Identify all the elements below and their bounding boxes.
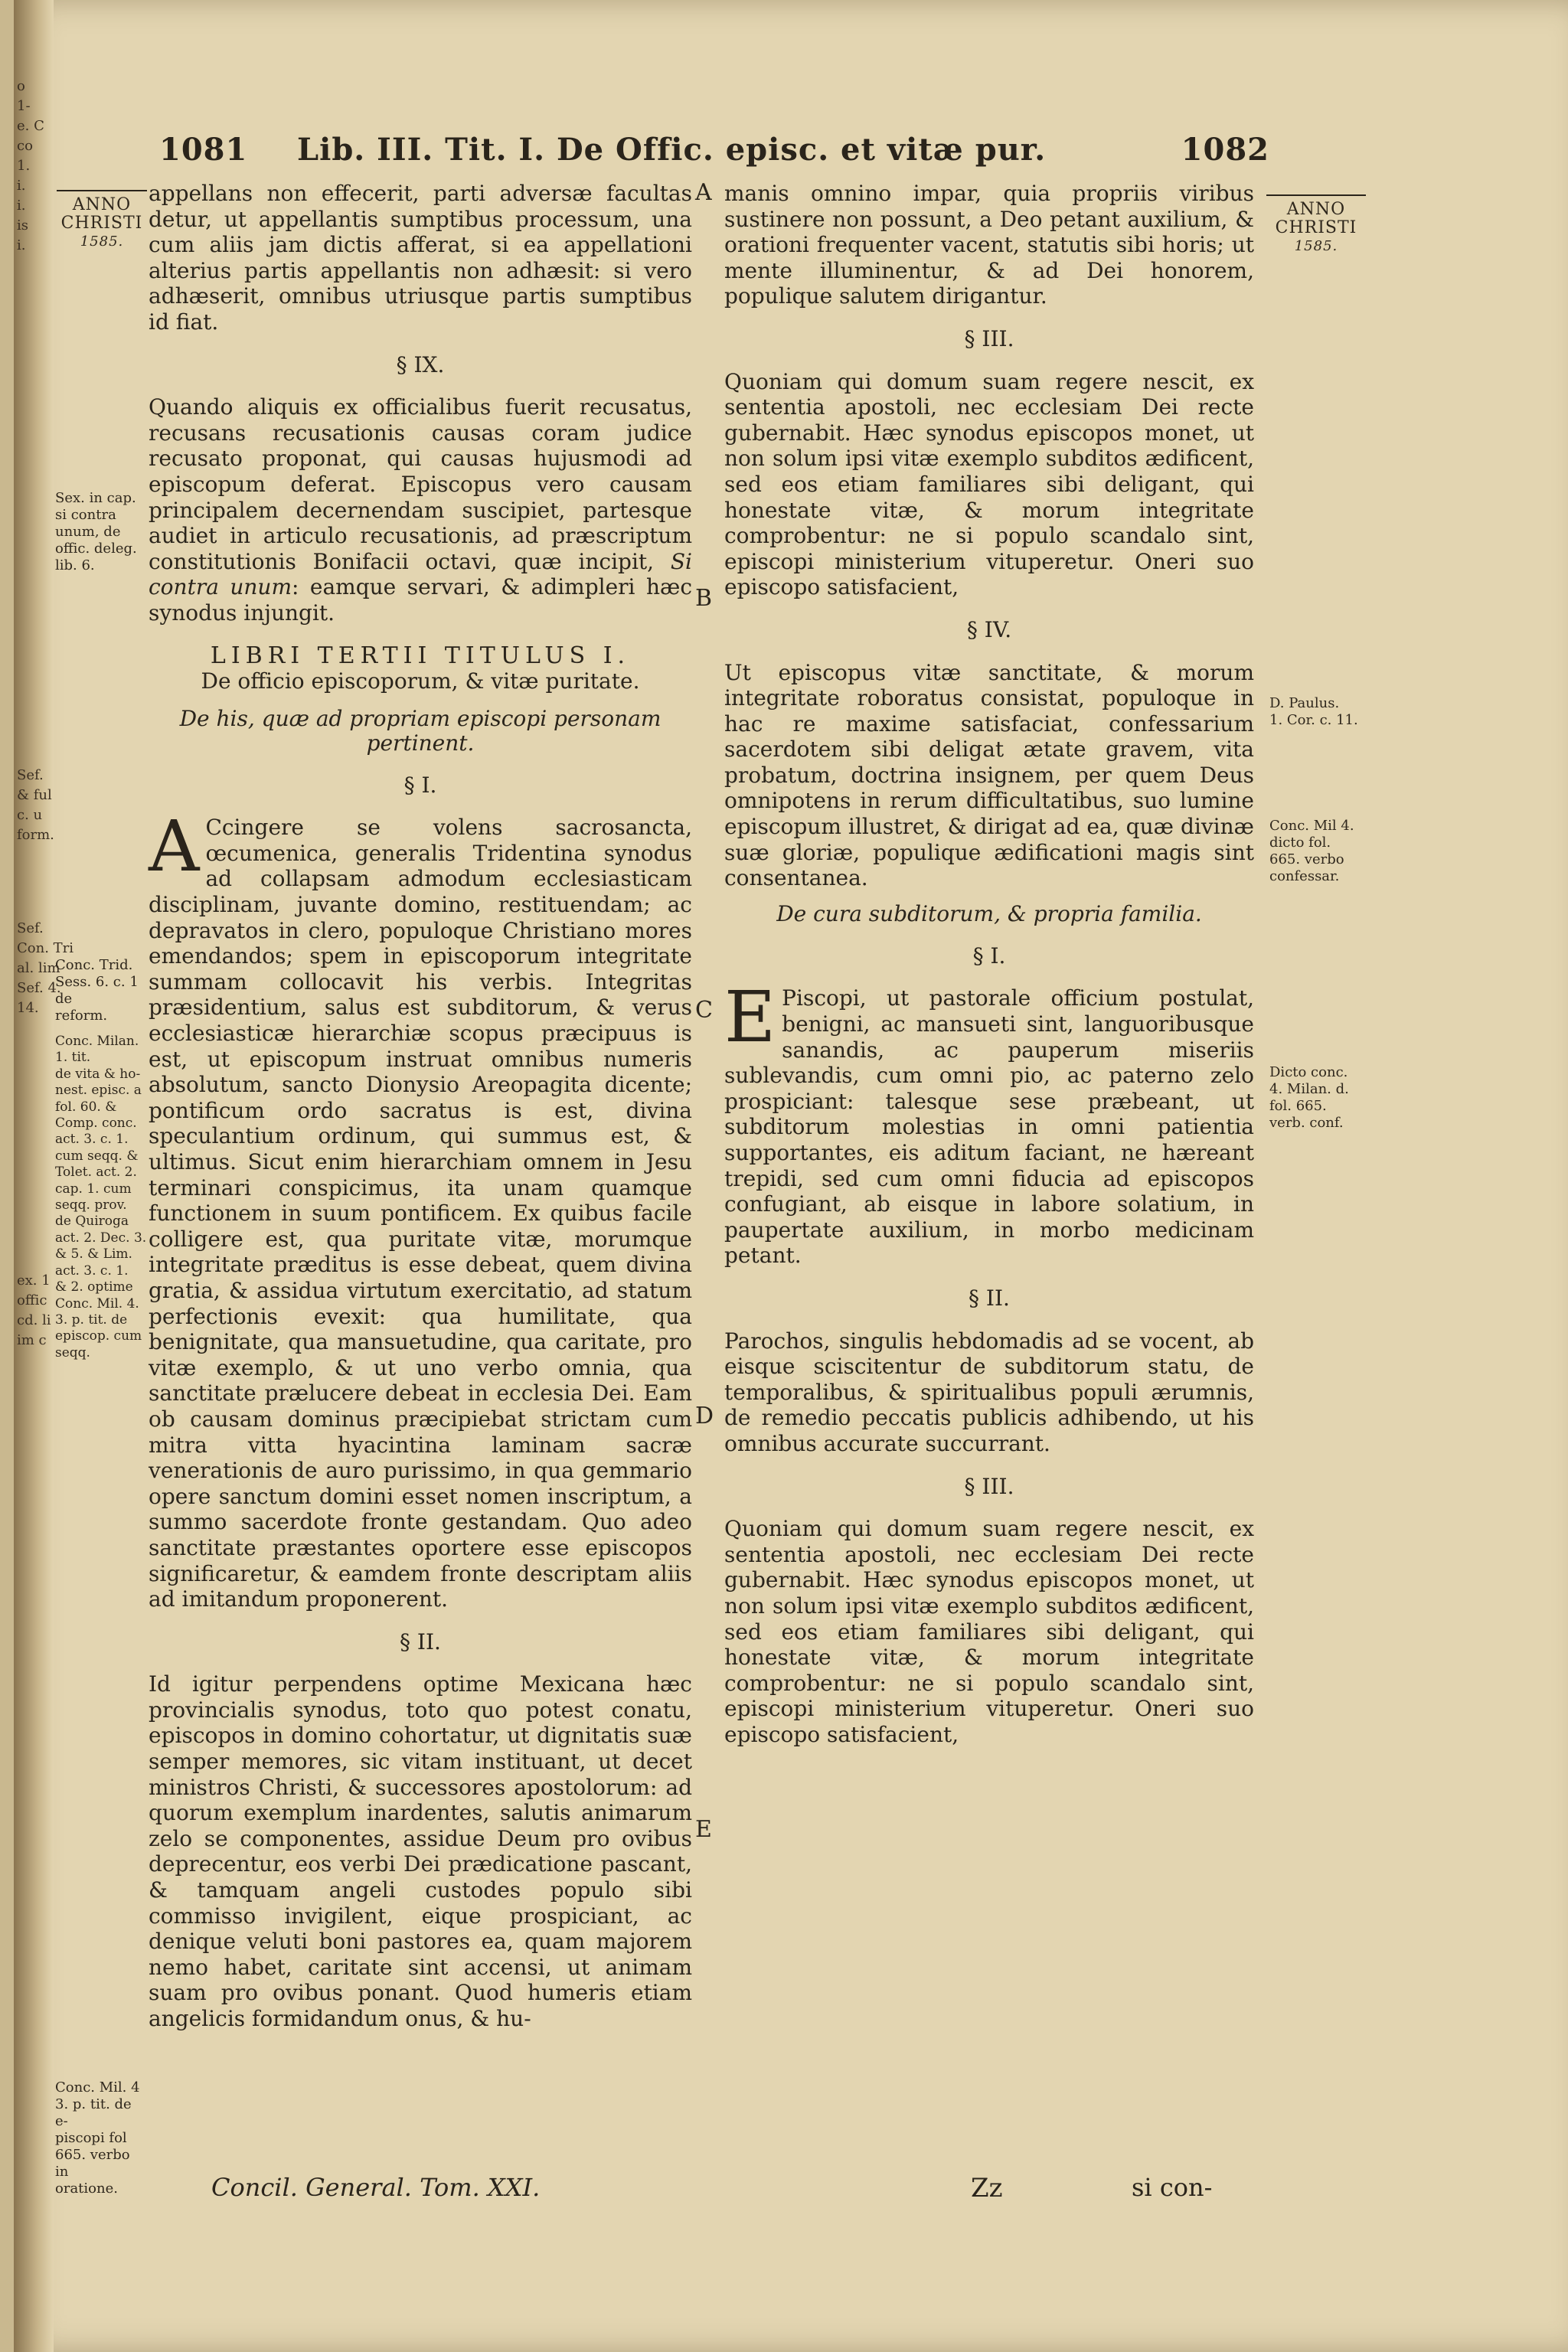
margin-note-right-2: Conc. Mil 4. dicto fol. 665. verbo confessar. bbox=[1269, 818, 1354, 884]
anno-christi-left: ANNO CHRISTI 1585. bbox=[60, 195, 143, 250]
paragraph-ix: Quando aliquis ex officialibus fuerit recusatus, recusans recusationis causas coram judice recusato proponat, qui causas hujusmodi ad episcopum deferat. Episcopus vero causam principalem decernendam suscipiet, partesque audiet in articulo recusationis, ad præscriptum constitutionis Bonifacii octavi, quæ incipit, Si contra unum: eamque servari, & adimpleri hæc synodus injungit. bbox=[149, 394, 693, 626]
paragraph-ii-right: Parochos, singulis hebdomadis ad se vocent, ab eisque sciscitentur de subditorum statu, de temporalibus, & spiritualibus populi ærumnis, de remedio peccatis publicis adhibendo, ut his omnibus accurate succurrant. bbox=[724, 1328, 1254, 1456]
section-heading-iii-right-2: § III. bbox=[964, 1473, 1014, 1499]
page-header bbox=[159, 132, 1269, 175]
rubric-left: De his, quæ ad propriam episcopi personam pertinent. bbox=[179, 705, 662, 756]
binding-edge bbox=[14, 0, 74, 2352]
titulus-subtitle: De officio episcoporum, & vitæ puritate. bbox=[201, 668, 640, 694]
edge-fragment-bottom: ex. 1 offic cd. li im c bbox=[17, 1272, 51, 1348]
margin-note-left-1: Sex. in cap. si contra unum, de offic. deleg. lib. 6. bbox=[55, 490, 137, 573]
margin-note-left-3: Conc. Milan. 1. tit. de vita & ho- nest. episc. a fol. 60. & Comp. conc. act. 3. c. 1. cum seqq. & Tolet. act. 2. cap. 1. cum seqq. prov. de Quiroga act. 2. Dec. 3. & 5. & Lim. act. 3. c. 1. & 2. optime Conc. Mil. 4. 3. p. tit. de episcop. cum seqq. bbox=[55, 1034, 147, 1361]
section-heading-i-left: § I. bbox=[403, 772, 437, 798]
section-letter-e: E bbox=[695, 1816, 712, 1843]
page-number-right: 1082 bbox=[1181, 132, 1269, 168]
edge-fragment-lower: Sef. Con. Tri al. lim Sef. 4. 14. bbox=[17, 920, 74, 1016]
paragraph-intro-left: appellans non effecerit, parti adversæ facultas detur, ut appellantis sumptibus processum, una cum aliis jam dictis afferat, si ea appellationi alterius partis appellantis non adhæsit: si vero adhæserit, omnibus utriusque partis sumptibus id fiat. bbox=[149, 181, 692, 335]
section-heading-ix: § IX. bbox=[396, 351, 445, 377]
margin-note-left-2: Conc. Trid. Sess. 6. c. 1 de reform. bbox=[55, 957, 139, 1024]
edge-fragment-top: o 1- e. C co 1. i. i. is i. bbox=[17, 78, 44, 253]
running-title: Lib. III. Tit. I. De Offic. episc. et vitæ pur. bbox=[297, 132, 1047, 168]
section-heading-iii-right: § III. bbox=[964, 325, 1014, 351]
page-number-left: 1081 bbox=[159, 132, 248, 168]
paragraph-iii-right-2: Quoniam qui domum suam regere nescit, ex sententia apostoli, nec ecclesiam Dei recte gubernabit. Hæc synodus episcopos monet, ut non solum ipsi vitæ exemplo subditos ædificent, sed eos etiam familiares sibi deligant, qui honestate vitæ, & morum integritate comprobentur: ne si populo scandalo sint, episcopi ministerium vituperetur. Oneri suo episcopo satisfacient, bbox=[724, 1516, 1254, 1747]
right-column bbox=[724, 181, 1254, 1747]
paragraph-ii-left: Id igitur perpendens optime Mexicana hæc provincialis synodus, toto quo potest conatu, episcopos in domino cohortatur, ut dignitatis suæ semper memores, sic vitam instituant, ut decet ministros Christi, & successores apostolorum: ad quorum exemplum inardentes, salutis animarum zelo se componentes, assidue Deum pro ovibus deprecentur, eos verbi Dei prædicatione pascant, & tamquam angeli custodes populo sibi commisso invigilent, eique prospiciant, ac denique veluti boni pastores ea, quam majorem nemo habet, caritate sint accensi, ut animam suam pro ovibus ponant. Quod humeris etiam angelicis formidandum onus, & hu- bbox=[149, 1671, 692, 2031]
paragraph-i-right: E Piscopi, ut pastorale officium postulat, benigni, ac mansueti sint, languoribusque sanandis, ac pauperum miseriis sublevandis, cum omni pio, ac paterno zelo prospiciant: talesque sese præbeant, ut subditorum molestias in omni patientia supportantes, eis aditum faciant, ne hæreant trepidi, sed cum omni fiducia ad episcopos confugiant, ab eisque in labore solatium, in paupertate auxilium, in morbo medicinam petant. bbox=[724, 976, 1254, 1269]
section-heading-ii-right: § II. bbox=[969, 1285, 1010, 1311]
catchword: si con- bbox=[1132, 2173, 1213, 2202]
section-heading-iv: § IV. bbox=[966, 616, 1012, 642]
rubric-right: De cura subditorum, & propria familia. bbox=[776, 900, 1202, 926]
edge-fragment-mid: Sef. & ful c. u form. bbox=[17, 767, 54, 843]
paragraph-intro-right: manis omnino impar, quia propriis viribus sustinere non possunt, a Deo petant auxilium, & orationi frequenter vacent, statutis sibi horis; ut mente illuminentur, & ad Dei honorem, populique salutem dirigantur. bbox=[724, 181, 1254, 309]
page bbox=[14, 0, 1568, 2352]
margin-note-right-3: Dicto conc. 4. Milan. d. fol. 665. verb. conf. bbox=[1269, 1064, 1349, 1131]
section-heading-i-right: § I. bbox=[972, 942, 1006, 969]
section-heading-ii-left: § II. bbox=[400, 1628, 441, 1655]
paragraph-iv: Ut episcopus vitæ sanctitate, & morum integritate roboratus consistat, populoque in hac re maxime satisfaciat, confessarium sacerdotem sibi deligat ætate gravem, vita probatum, doctrina insignem, per quem Deus omnipotens in rerum difficultatibus, suo lumine episcopum illustret, & dirigat ad ea, quæ divinæ suæ gloriæ, populique ædificationi magis sint consentanea. bbox=[724, 659, 1254, 891]
section-letter-d: D bbox=[695, 1403, 714, 1429]
section-letter-a: A bbox=[695, 179, 712, 206]
margin-note-right-1: D. Paulus. 1. Cor. c. 11. bbox=[1269, 695, 1358, 728]
anno-rule-left bbox=[57, 190, 147, 191]
footer-volume: Concil. General. Tom. XXI. bbox=[211, 2173, 541, 2202]
paragraph-i-left: A Ccingere se volens sacrosancta, œcumenica, generalis Tridentina synodus ad collapsam admodum ecclesiasticam disciplinam, juvante domino, restituendam; ac depravatos in clero, populoque Christiano mores emendandos; spem in episcoporum integritate summam collocavit his verbis. Integritas præsidentium, salus est subditorum, & verus ecclesiasticæ hierarchiæ scopus præcipuus is est, ut episcopum instruat omnibus numeris absolutum, sancto Dionysio Areopagita dicente; pontificum ordo sacratus is est, divina speculantium ordinum, qui summus est, & ultimus. Sicut enim hierarchiam omnem in Jesu terminari conspicimus, ita unam quamque functionem in suum pontificem. Ex quibus facile colligere est, qua puritate vitæ, morumque integritate præditus is esse debeat, quem divina gratia, & assidua virtutum exercitatio, ad statum perfectionis evexit: qua humilitate, qua benignitate, qua mansuetudine, qua caritate, pro vitæ exemplo, & ut uno verbo omnia, qua sanctitate prælucere debeat in ecclesia Dei. Eam ob causam dominus præcipiebat strictam cum mitra vitta hyacintina laminam sacræ venerationis de auro purissimo, in qua gemmario opere sanctum domini esset nomen inscriptum, a summo sacerdote fronte gestandam. Quo adeo sanctitate præstantes oportere esse episcopos significaretur, & eamdem fronte descriptam aliis ad imitandum proponerent. bbox=[149, 805, 692, 1612]
margin-note-left-4: Conc. Mil. 4 3. p. tit. de e- piscopi fol 665. verbo in oratione. bbox=[55, 2079, 140, 2197]
drop-cap-a: A bbox=[149, 805, 200, 888]
citation-si-contra-unum: Si contra unum bbox=[149, 548, 693, 600]
signature-mark: Zz bbox=[971, 2173, 1003, 2203]
drop-cap-e: E bbox=[724, 976, 776, 1059]
left-column bbox=[149, 181, 692, 2032]
paragraph-iii-right: Quoniam qui domum suam regere nescit, ex sententia apostoli, nec ecclesiam Dei recte gubernabit. Hæc synodus episcopos monet, ut non solum ipsi vitæ exemplo subditos ædificent, sed eos etiam familiares sibi deligant, qui honestate vitæ, & morum integritate comprobentur: ne si populo scandalo sint, episcopi ministerium vituperetur. Oneri suo episcopo satisfacient, bbox=[724, 368, 1254, 600]
section-letter-c: C bbox=[695, 997, 713, 1024]
anno-christi-right: ANNO CHRISTI 1585. bbox=[1275, 200, 1357, 254]
anno-rule-right bbox=[1266, 194, 1366, 196]
section-letter-b: B bbox=[695, 585, 713, 612]
titulus-heading: LIBRI TERTII TITULUS I. bbox=[210, 642, 631, 669]
